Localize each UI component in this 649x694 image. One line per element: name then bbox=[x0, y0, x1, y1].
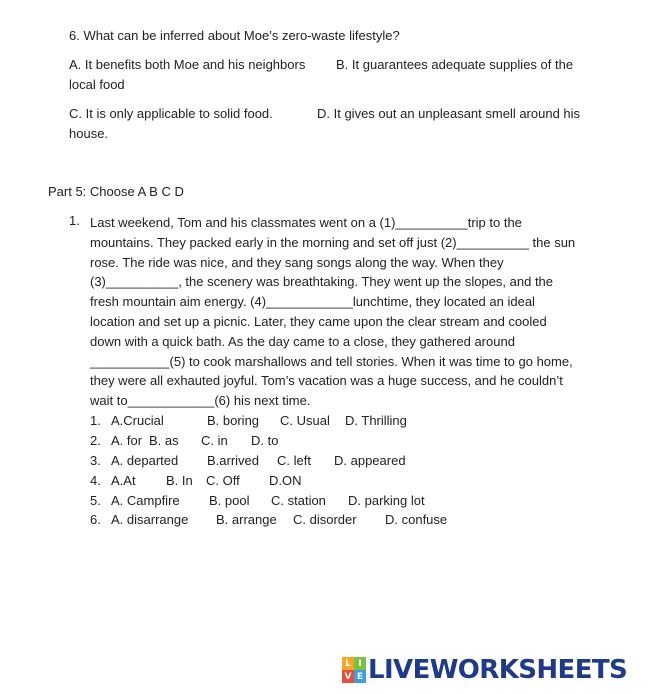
option-d: D. Thrilling bbox=[345, 413, 407, 428]
logo-mark-letter: V bbox=[342, 670, 354, 683]
option-a: A. for bbox=[111, 432, 143, 448]
option-number: 4. bbox=[90, 472, 101, 488]
question-6-option-d-continued: house. bbox=[69, 126, 109, 141]
option-b: B. pool bbox=[209, 492, 250, 508]
logo-mark-letter: I bbox=[354, 657, 366, 670]
question-6-option-b-continued: local food bbox=[69, 77, 125, 92]
passage-line: rose. The ride was nice, and they sang songs along the way. When they bbox=[90, 254, 504, 270]
passage-line: location and set up a picnic. Later, they came upon the clear stream and cooled bbox=[90, 313, 547, 329]
option-b: B. In bbox=[166, 472, 193, 488]
option-a: A.At bbox=[111, 472, 136, 488]
option-number: 5. bbox=[90, 492, 101, 508]
option-c: C. Usual bbox=[280, 413, 330, 428]
passage-line: wait to____________(6) his next time. bbox=[90, 393, 311, 409]
passage-line: Last weekend, Tom and his classmates went on a (1)__________trip to the bbox=[90, 215, 522, 230]
liveworksheets-logo-icon bbox=[342, 657, 366, 683]
option-a: A.Crucial bbox=[111, 413, 164, 428]
option-a: A. departed bbox=[111, 452, 179, 468]
option-d: D. confuse bbox=[385, 512, 448, 528]
option-d: D.ON bbox=[269, 472, 302, 488]
passage-line: fresh mountain aim energy. (4)____________lunchtime, they located an ideal bbox=[90, 294, 535, 310]
passage-line: ___________(5) to cook marshallows and tell stories. When it was time to go home, bbox=[90, 353, 573, 369]
liveworksheets-logo-text: LIVEWORKSHEETS bbox=[368, 655, 628, 685]
passage-line: they were all exhauted joyful. Tom’s vacation was a huge success, and he couldn’t bbox=[90, 373, 563, 389]
passage-line: down with a quick bath. As the day came to a close, they gathered around bbox=[90, 333, 515, 349]
option-c: C. in bbox=[201, 432, 228, 448]
option-number: 3. bbox=[90, 452, 101, 468]
cloze-passage bbox=[90, 213, 600, 411]
option-a: A. disarrange bbox=[111, 512, 189, 528]
question-6-option-b: B. It guarantees adequate supplies of the bbox=[336, 57, 574, 72]
question-6-option-c: C. It is only applicable to solid food. bbox=[69, 106, 273, 121]
option-number: 1. bbox=[90, 413, 101, 428]
question-6-title: 6. What can be inferred about Moe’s zero-waste lifestyle? bbox=[69, 28, 400, 43]
option-a: A. Campfire bbox=[111, 492, 180, 508]
passage-line: mountains. They packed early in the morning and set off just (2)__________ the sun bbox=[90, 234, 576, 250]
question-6-option-a: A. It benefits both Moe and his neighbors bbox=[69, 57, 306, 72]
option-d: D. parking lot bbox=[348, 492, 425, 508]
option-c: C. left bbox=[277, 452, 311, 468]
logo-mark-letter: L bbox=[342, 657, 354, 670]
option-number: 6. bbox=[90, 512, 101, 528]
option-b: B. arrange bbox=[216, 512, 277, 528]
logo-mark-letter: E bbox=[354, 670, 366, 683]
passage-line: (3)__________, the scenery was breathtaking. They went up the slopes, and the bbox=[90, 274, 554, 290]
option-d: D. to bbox=[251, 432, 279, 448]
question-6-option-d: D. It gives out an unpleasant smell around his bbox=[317, 106, 581, 121]
option-b: B. boring bbox=[207, 413, 260, 428]
option-number: 2. bbox=[90, 432, 101, 448]
part-5-heading: Part 5: Choose A B C D bbox=[48, 184, 184, 199]
option-c: C. disorder bbox=[293, 512, 357, 528]
liveworksheets-logo[interactable] bbox=[342, 656, 627, 684]
option-c: C. station bbox=[271, 492, 326, 508]
option-b: B.arrived bbox=[207, 452, 260, 468]
option-d: D. appeared bbox=[334, 452, 406, 468]
option-c: C. Off bbox=[206, 472, 240, 488]
option-b: B. as bbox=[149, 432, 179, 448]
passage-item-number: 1. bbox=[69, 213, 80, 228]
